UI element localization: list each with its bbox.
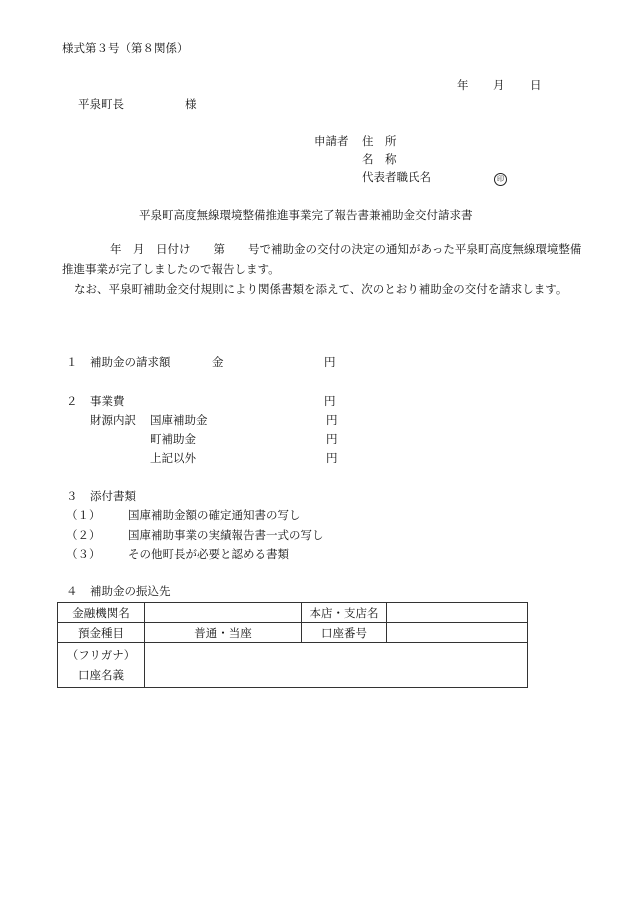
breakdown-item-label: 国庫補助金 bbox=[150, 413, 208, 427]
section4-number: ４ bbox=[66, 584, 78, 598]
representative-label: 代表者職氏名 bbox=[362, 170, 431, 184]
account-holder-field[interactable] bbox=[145, 643, 528, 688]
attachment-text: 国庫補助金額の確定通知書の写し bbox=[128, 508, 301, 522]
date-month-label: 月 bbox=[493, 78, 505, 92]
form-number: 様式第３号（第８関係） bbox=[62, 41, 189, 55]
section1-number: １ bbox=[66, 355, 78, 369]
bank-name-label: 金融機関名 bbox=[58, 603, 145, 623]
breakdown-item-unit: 円 bbox=[326, 413, 338, 427]
breakdown-item-label: 町補助金 bbox=[150, 432, 196, 446]
section1-prefix: 金 bbox=[212, 355, 224, 369]
document-title: 平泉町高度無線環境整備推進事業完了報告書兼補助金交付請求書 bbox=[139, 208, 473, 222]
account-type-value[interactable]: 普通・当座 bbox=[145, 623, 302, 643]
branch-name-field[interactable] bbox=[387, 603, 528, 623]
section2-title: 事業費 bbox=[90, 394, 125, 408]
bank-name-field[interactable] bbox=[145, 603, 302, 623]
section2-number: ２ bbox=[66, 394, 78, 408]
table-row bbox=[58, 643, 528, 688]
account-holder-label: 口座名義 bbox=[78, 668, 124, 682]
bank-transfer-table bbox=[57, 602, 528, 688]
breakdown-item-label: 上記以外 bbox=[150, 451, 196, 465]
attachment-number: （３） bbox=[66, 547, 101, 561]
breakdown-item-unit: 円 bbox=[326, 451, 338, 465]
branch-name-label: 本店・支店名 bbox=[302, 603, 387, 623]
account-type-label: 預金種目 bbox=[58, 623, 145, 643]
address-label: 住 所 bbox=[362, 134, 397, 148]
date-year-label: 年 bbox=[457, 78, 469, 92]
seal-mark bbox=[494, 172, 507, 186]
body-paragraph-2: なお、平泉町補助金交付規則により関係書類を添えて、次のとおり補助金の交付を請求します。 bbox=[74, 282, 568, 296]
attachment-text: その他町長が必要と認める書類 bbox=[128, 547, 289, 561]
name-label: 名 称 bbox=[362, 152, 397, 166]
section3-title: 添付書類 bbox=[90, 489, 136, 503]
attachment-number: （１） bbox=[66, 508, 101, 522]
date-day-label: 日 bbox=[530, 78, 542, 92]
account-number-field[interactable] bbox=[387, 623, 528, 643]
breakdown-item-unit: 円 bbox=[326, 432, 338, 446]
seal-icon: 印 bbox=[494, 173, 507, 186]
table-row bbox=[58, 623, 528, 643]
breakdown-label: 財源内訳 bbox=[90, 413, 136, 427]
section4-title: 補助金の振込先 bbox=[90, 584, 171, 598]
section2-unit: 円 bbox=[324, 394, 336, 408]
attachment-number: （２） bbox=[66, 528, 101, 542]
section3-number: ３ bbox=[66, 489, 78, 503]
section1-unit: 円 bbox=[324, 355, 336, 369]
attachment-text: 国庫補助事業の実績報告書一式の写し bbox=[128, 528, 324, 542]
body-paragraph-1: 年 月 日付け 第 号で補助金の交付の決定の通知があった平泉町高度無線環境整備推進事業が完了しましたので報告します。 bbox=[62, 242, 582, 276]
addressee-title: 平泉町長 bbox=[78, 97, 124, 111]
addressee-honorific: 様 bbox=[185, 97, 197, 111]
section1-title: 補助金の請求額 bbox=[90, 355, 171, 369]
account-holder-label-cell bbox=[58, 643, 145, 688]
applicant-label: 申請者 bbox=[314, 134, 349, 148]
furigana-label: （フリガナ） bbox=[66, 648, 136, 662]
table-row bbox=[58, 603, 528, 623]
account-number-label: 口座番号 bbox=[302, 623, 387, 643]
